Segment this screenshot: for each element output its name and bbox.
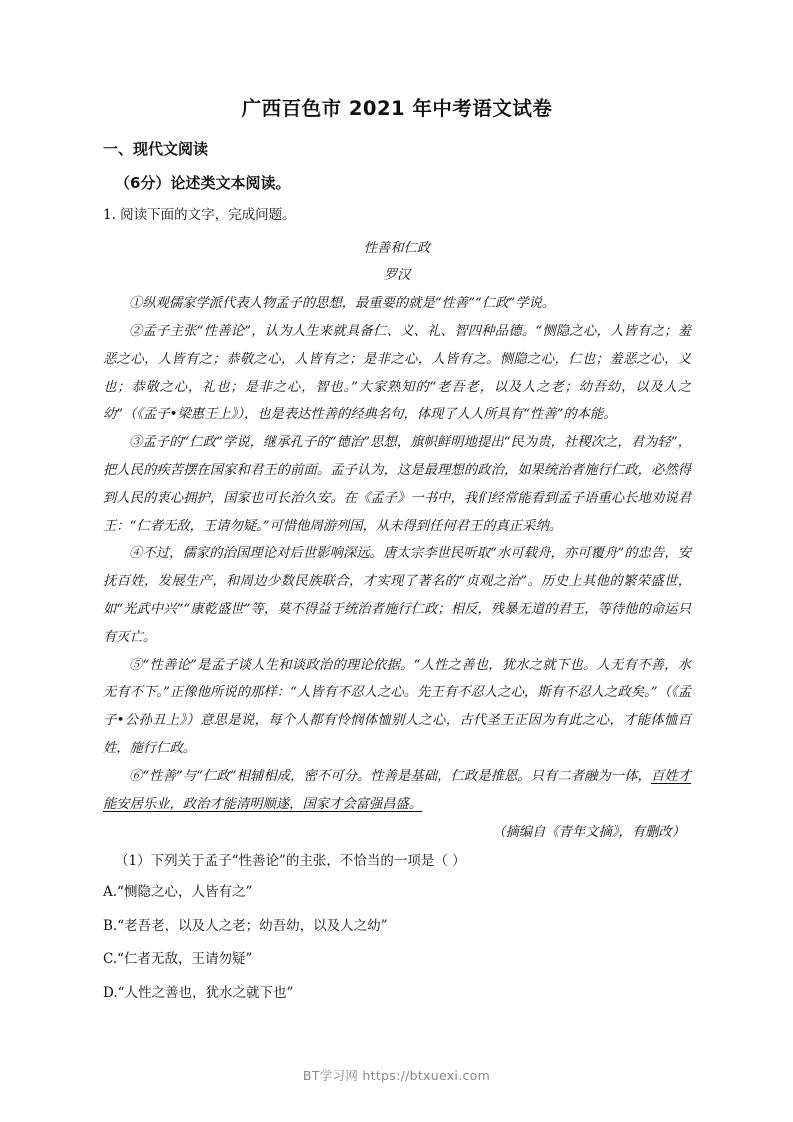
section-heading-modern-reading: 一、现代文阅读 [103,140,209,159]
footer-watermark: BT学习网 https://btxuexi.com [302,1068,491,1083]
document-content [103,95,691,1016]
page-title: 广西百色市 2021 年中考语文试卷 [241,97,553,120]
article-paragraph-6 [103,763,691,819]
question-1-1-option-b[interactable]: B.“老吾老，以及人之老；幼吾幼，以及人之幼” [103,917,388,934]
question-1-1-option-d[interactable]: D.“人性之善也，犹水之就下也” [103,984,294,1001]
article-paragraph-6-underlined-text: 百姓才能安居乐业，政治才能清明顺遂，国家才会富强昌盛。 [103,768,691,812]
question-1-1-option-a[interactable]: A.“恻隐之心，人皆有之” [103,883,253,900]
article-source-attribution: （摘编自《青年文摘》，有删改） [492,825,685,841]
question-stem-1: 1. 阅读下面的文字，完成问题。 [103,207,296,224]
question-1-1-prompt: （1）下列关于孟子“性善论”的主张，不恰当的一项是（ ） [115,853,466,870]
article-paragraph-3: ③孟子的“仁政”学说，继承孔子的“德治”思想，旗帜鲜明地提出“民为贵，社稷次之，君为轻”，把人民的疾苦摆在国家和君王的前面。孟子认为，这是最理想的政治，如果统治者施行仁政，必然得到人民的衷心拥护，国家也可长治久安。在《孟子》一书中，我们经常能看到孟子语重心长地劝说君王：“仁者无敌，王请勿疑。”可惜他周游列国，从未得到任何君王的真正采纳。 [103,435,691,534]
subsection-heading-argumentative-reading: （6分）论述类文本阅读。 [115,173,291,192]
article-author: 罗汉 [383,268,411,284]
article-paragraph-2: ②孟子主张“性善论”，认为人生来就具备仁、义、礼、智四种品德。“恻隐之心，人皆有之；羞恶之心，人皆有之；恭敬之心，人皆有之；是非之心，人皆有之。恻隐之心，仁也；羞恶之心，义也；恭敬之心，礼也；是非之心，智也。”大家熟知的“老吾老，以及人之老；幼吾幼，以及人之幼”（《孟子•梁惠王上》），也是表达性善的经典名句，体现了人人所具有“性善”的本能。 [103,324,691,423]
article-paragraph-6-lead: ⑥“性善”与“仁政”相辅相成，密不可分。性善是基础，仁政是推恩。只有二者融为一体， [129,768,651,784]
article-passage [103,235,691,818]
article-paragraph-1: ①纵观儒家学派代表人物孟子的思想，最重要的就是“性善”“仁政”学说。 [129,296,556,312]
article-title: 性善和仁政 [363,241,431,257]
question-1-1-option-c[interactable]: C.“仁者无敌，王请勿疑” [103,951,253,968]
article-paragraph-5: ⑤“性善论”是孟子谈人生和谈政治的理论依据。“人性之善也，犹水之就下也。人无有不善，水无有不下。”正像他所说的那样：“人皆有不忍人之心。先王有不忍人之心，斯有不忍人之政矣。”（《孟子•公孙丑上》）意思是说，每个人都有怜悯体恤别人之心，古代圣王正因为有此之心，才能体恤百姓，施行仁政。 [103,657,691,756]
article-paragraph-4: ④不过，儒家的治国理论对后世影响深远。唐太宗李世民听取“水可载舟，亦可覆舟”的忠告，安抚百姓，发展生产，和周边少数民族联合，才实现了著名的“贞观之治”。历史上其他的繁荣盛世，如“光武中兴”“康乾盛世”等，莫不得益于统治者施行仁政；相反，残暴无道的君王，等待他的命运只有灭亡。 [103,546,691,645]
